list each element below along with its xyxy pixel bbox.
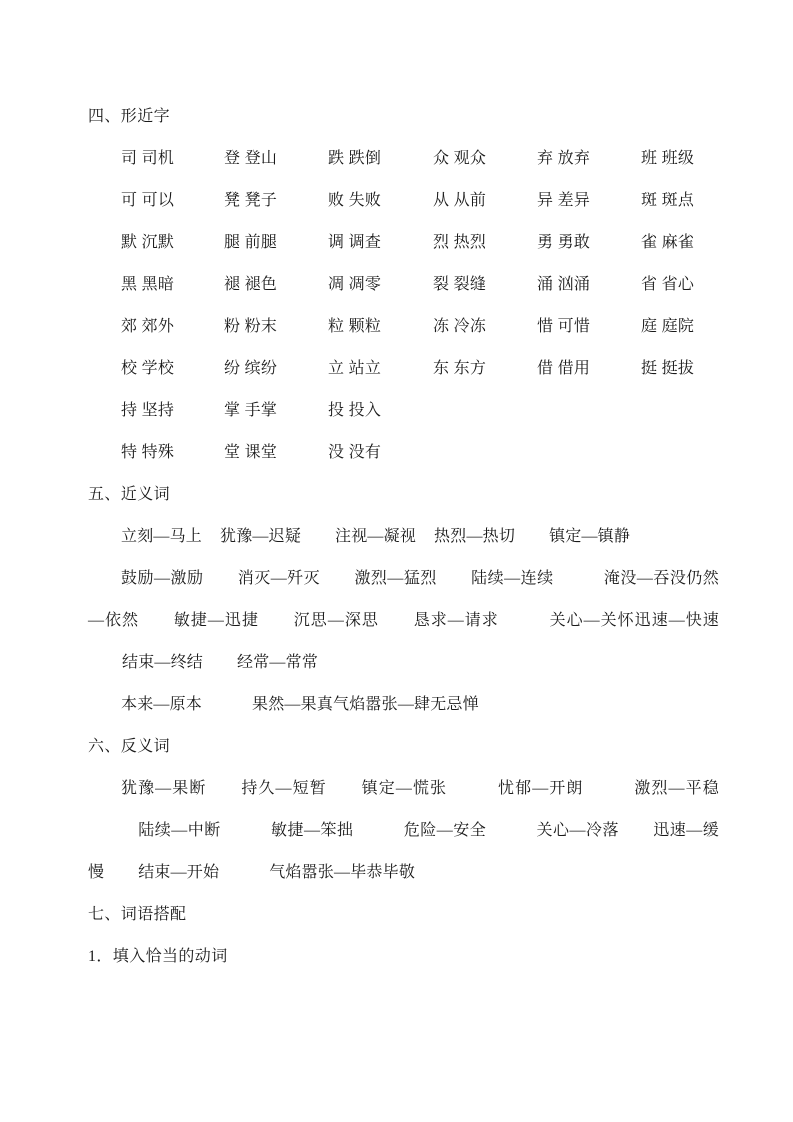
word-pair: 激烈—猛烈 xyxy=(354,570,437,587)
xingjinzi-cell: 黑 黑暗 xyxy=(121,276,175,293)
word-pair: 注视—凝视 xyxy=(335,528,417,545)
jinyici-line xyxy=(88,516,719,558)
xingjinzi-cell: 校 学校 xyxy=(121,360,175,377)
word-pair: 果然—果真气焰嚣张—肆无忌惮 xyxy=(252,696,479,713)
word-pair: 消灭—歼灭 xyxy=(237,570,321,587)
xingjinzi-cell: 弃 放弃 xyxy=(537,150,591,167)
xingjinzi-cell: 凳 凳子 xyxy=(224,192,278,209)
xingjinzi-cell: 惜 可惜 xyxy=(537,318,591,335)
word-pair: 迅速—缓慢 xyxy=(88,822,719,881)
xingjinzi-cell: 粒 颗粒 xyxy=(328,318,382,335)
xingjinzi-cell: 腿 前腿 xyxy=(224,234,278,251)
xingjinzi-cell: 粉 粉末 xyxy=(224,318,278,335)
word-pair: 敏捷—迅捷 xyxy=(173,612,259,629)
xingjinzi-cell: 挺 挺拔 xyxy=(641,360,695,377)
xingjinzi-cell xyxy=(537,390,641,432)
word-pair: 危险—安全 xyxy=(403,822,487,839)
word-pair: 关心—冷落 xyxy=(536,822,619,839)
xingjinzi-cell: 特 特殊 xyxy=(121,444,175,461)
xingjinzi-cell: 败 失败 xyxy=(328,192,382,209)
xingjinzi-cell: 雀 麻雀 xyxy=(641,234,695,251)
word-pair: 淹没—吞没仍然—依然 xyxy=(88,570,719,629)
xingjinzi-cell: 立 站立 xyxy=(328,360,382,377)
xingjinzi-cell: 默 沉默 xyxy=(121,234,175,251)
xingjinzi-cell xyxy=(537,432,641,474)
word-pair: 激烈—平稳 xyxy=(633,780,719,797)
word-pair: 关心—关怀迅速—快速 xyxy=(548,612,719,629)
xingjinzi-cell: 斑 斑点 xyxy=(641,192,695,209)
xingjinzi-cell: 持 坚持 xyxy=(121,402,175,419)
xingjinzi-cell: 堂 课堂 xyxy=(224,444,278,461)
xingjinzi-cell: 异 差异 xyxy=(537,192,591,209)
xingjinzi-cell: 调 调查 xyxy=(328,234,382,251)
word-pair: 忧郁—开朗 xyxy=(497,780,584,797)
xingjinzi-table-body xyxy=(121,138,746,474)
word-pair: 结束—终结 xyxy=(122,654,204,671)
xingjinzi-cell: 裂 裂缝 xyxy=(433,276,487,293)
xingjinzi-cell: 借 借用 xyxy=(537,360,591,377)
xingjinzi-cell xyxy=(641,432,746,474)
xingjinzi-cell: 没 没有 xyxy=(328,444,382,461)
word-pair: 本来—原本 xyxy=(121,696,203,713)
table-row xyxy=(121,348,746,390)
word-pair: 犹豫—果断 xyxy=(121,780,207,797)
xingjinzi-cell: 可 可以 xyxy=(121,192,175,209)
word-pair: 气焰嚣张—毕恭毕敬 xyxy=(269,864,416,881)
xingjinzi-cell: 众 观众 xyxy=(433,150,487,167)
word-pair: 恳求—请求 xyxy=(412,612,499,629)
word-pair: 热烈—热切 xyxy=(434,528,516,545)
xingjinzi-cell: 勇 勇敢 xyxy=(537,234,591,251)
word-pair: 沉思—深思 xyxy=(292,612,379,629)
xingjinzi-cell xyxy=(433,432,537,474)
word-pair: 敏捷—笨拙 xyxy=(270,822,354,839)
xingjinzi-cell: 掌 手掌 xyxy=(224,402,278,419)
fanyici-line xyxy=(88,768,719,894)
table-row xyxy=(121,432,746,474)
word-pair: 陆续—连续 xyxy=(470,570,554,587)
xingjinzi-cell xyxy=(433,390,537,432)
word-pair: 结束—开始 xyxy=(138,864,220,881)
xingjinzi-cell: 纷 缤纷 xyxy=(224,360,278,377)
xingjinzi-cell: 省 省心 xyxy=(641,276,695,293)
word-pair: 经常—常常 xyxy=(237,654,319,671)
xingjinzi-cell: 跌 跌倒 xyxy=(328,150,382,167)
xingjinzi-cell: 登 登山 xyxy=(224,150,278,167)
xingjinzi-cell: 东 东方 xyxy=(433,360,487,377)
xingjinzi-cell: 褪 褪色 xyxy=(224,276,278,293)
word-pair: 立刻—马上 xyxy=(121,528,203,545)
xingjinzi-cell: 庭 庭院 xyxy=(641,318,695,335)
table-row xyxy=(121,138,746,180)
word-pair: 持久—短暂 xyxy=(240,780,327,797)
jinyici-line xyxy=(88,558,719,684)
table-row xyxy=(121,306,746,348)
word-pair: 镇定—镇静 xyxy=(549,528,631,545)
section-heading-fanyici: 六、反义词 xyxy=(88,738,171,755)
xingjinzi-cell: 从 从前 xyxy=(433,192,487,209)
xingjinzi-cell: 冻 冷冻 xyxy=(433,318,487,335)
word-pair: 犹豫—迟疑 xyxy=(220,528,302,545)
ciyudapei-item-1: 1．填入恰当的动词 xyxy=(88,948,228,965)
section-heading-jinyici: 五、近义词 xyxy=(88,486,171,503)
xingjinzi-cell: 司 司机 xyxy=(121,150,175,167)
xingjinzi-table xyxy=(121,138,746,474)
jinyici-line xyxy=(88,684,719,726)
xingjinzi-cell: 郊 郊外 xyxy=(121,318,175,335)
word-pair: 镇定—慌张 xyxy=(360,780,448,797)
table-row xyxy=(121,180,746,222)
xingjinzi-cell: 投 投入 xyxy=(328,402,382,419)
xingjinzi-cell: 班 班级 xyxy=(641,150,695,167)
section-heading-ciyudapei: 七、词语搭配 xyxy=(88,906,187,923)
section-heading-xingjinzi: 四、形近字 xyxy=(88,108,171,125)
word-pair: 陆续—中断 xyxy=(138,822,221,839)
table-row xyxy=(121,222,746,264)
xingjinzi-cell: 凋 凋零 xyxy=(328,276,382,293)
table-row xyxy=(121,390,746,432)
xingjinzi-cell xyxy=(641,390,746,432)
table-row xyxy=(121,264,746,306)
xingjinzi-cell: 烈 热烈 xyxy=(433,234,487,251)
word-pair: 鼓励—激励 xyxy=(121,570,204,587)
xingjinzi-cell: 涌 汹涌 xyxy=(537,276,591,293)
